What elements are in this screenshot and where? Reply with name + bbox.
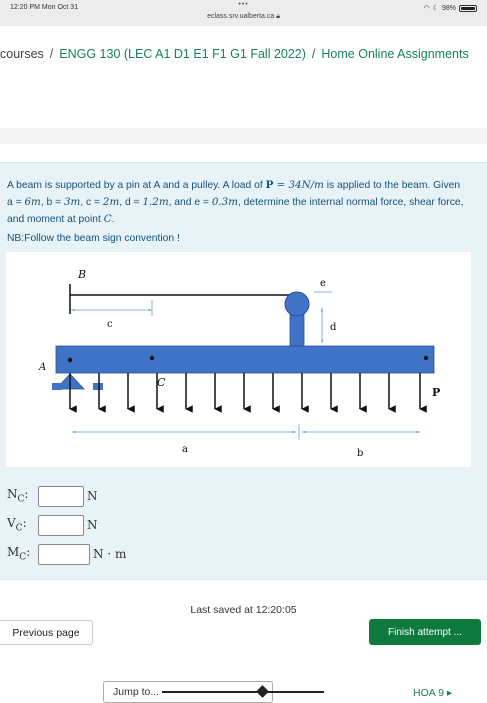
finish-attempt-button[interactable]: Finish attempt ... (369, 619, 481, 645)
nb-note: NB:Follow the beam sign convention ! (7, 233, 180, 244)
breadcrumb (0, 47, 469, 61)
beam-point-left (68, 358, 72, 362)
wifi-icon: ◠ (423, 5, 430, 12)
label-normal-force: $N_C$: (7, 487, 29, 505)
label-c-point: C (157, 376, 166, 389)
lock-icon: 🔒︎ (276, 13, 280, 20)
answer-row-shear (7, 514, 98, 536)
point-c: C (103, 213, 112, 225)
label-b: B (78, 268, 87, 281)
label-p: P (432, 386, 441, 399)
beam-diagram (6, 252, 471, 467)
value-c: 2m (102, 196, 120, 208)
load-symbol: P (265, 179, 274, 191)
status-bar (0, 0, 487, 26)
question-part: is applied to the beam. Given a = (7, 180, 461, 208)
unit-normal: N (87, 489, 98, 503)
ground-block-left (52, 383, 62, 390)
breadcrumb-courses[interactable]: courses (0, 47, 44, 61)
status-time: 12:20 PM Mon Oct 31 (10, 4, 79, 11)
value-e: 0.3m (211, 196, 238, 208)
breadcrumb-separator: / (49, 47, 54, 61)
question-part: . (111, 214, 115, 225)
previous-page-button[interactable]: Previous page (0, 620, 93, 645)
moon-icon: ☾ (432, 5, 439, 12)
scroll-slider-track[interactable] (162, 691, 324, 693)
divider-band (0, 128, 487, 144)
pulley-wheel (285, 292, 309, 316)
distributed-load (70, 373, 420, 409)
jump-to-label: Jump to... (113, 686, 160, 698)
label-e: e (320, 278, 326, 289)
ground-block-right (93, 383, 103, 390)
question-text (7, 177, 467, 228)
label-b-dim: b (357, 448, 364, 459)
load-value: = 34N/m (273, 179, 324, 191)
label-d: d (330, 322, 337, 333)
unit-moment: N · m (93, 547, 127, 561)
label-c-dim: c (107, 319, 113, 330)
breadcrumb-course[interactable]: ENGG 130 (LEC A1 D1 E1 F1 G1 Fall 2022) (59, 47, 306, 61)
question-part: , d = (119, 197, 143, 208)
next-activity-link[interactable]: HOA 9 ▸ (413, 687, 453, 699)
breadcrumb-assignments[interactable]: Home Online Assignments (321, 47, 469, 61)
label-a-dim: a (182, 444, 188, 455)
math-load (266, 179, 324, 191)
answer-row-normal (7, 485, 98, 507)
battery-icon (459, 5, 477, 12)
more-dots-icon[interactable]: ••• (238, 1, 249, 8)
value-d: 1.2m (142, 196, 169, 208)
question-part: , and e = (168, 197, 212, 208)
answer-row-moment (7, 543, 126, 565)
breadcrumb-separator: / (311, 47, 316, 61)
last-saved-text: Last saved at 12:20:05 (190, 604, 297, 616)
shear-force-input[interactable] (38, 515, 84, 536)
question-part: , c = (80, 197, 103, 208)
unit-shear: N (87, 518, 98, 532)
value-a: 6m (24, 196, 41, 208)
url-text: eclass.srv.ualberta.ca (207, 13, 275, 20)
label-a-point: A (39, 362, 47, 373)
normal-force-input[interactable] (38, 486, 84, 507)
question-part: , b = (40, 197, 64, 208)
question-part: A beam is supported by a pin at A and a pulley. A load of (7, 180, 266, 191)
question-panel (0, 162, 487, 580)
value-b: 3m (63, 196, 81, 208)
moment-input[interactable] (38, 544, 90, 565)
beam (56, 346, 434, 373)
status-indicators (424, 4, 477, 12)
address-url[interactable] (0, 13, 487, 21)
question-part: , determine the internal normal force, shear force, and moment at point (7, 197, 464, 225)
label-moment: $M_C$: (7, 545, 31, 563)
label-shear-force: $V_C$: (7, 516, 27, 534)
beam-point-c (150, 356, 154, 360)
battery-percent: 98% (441, 4, 456, 12)
beam-point-right (424, 356, 428, 360)
